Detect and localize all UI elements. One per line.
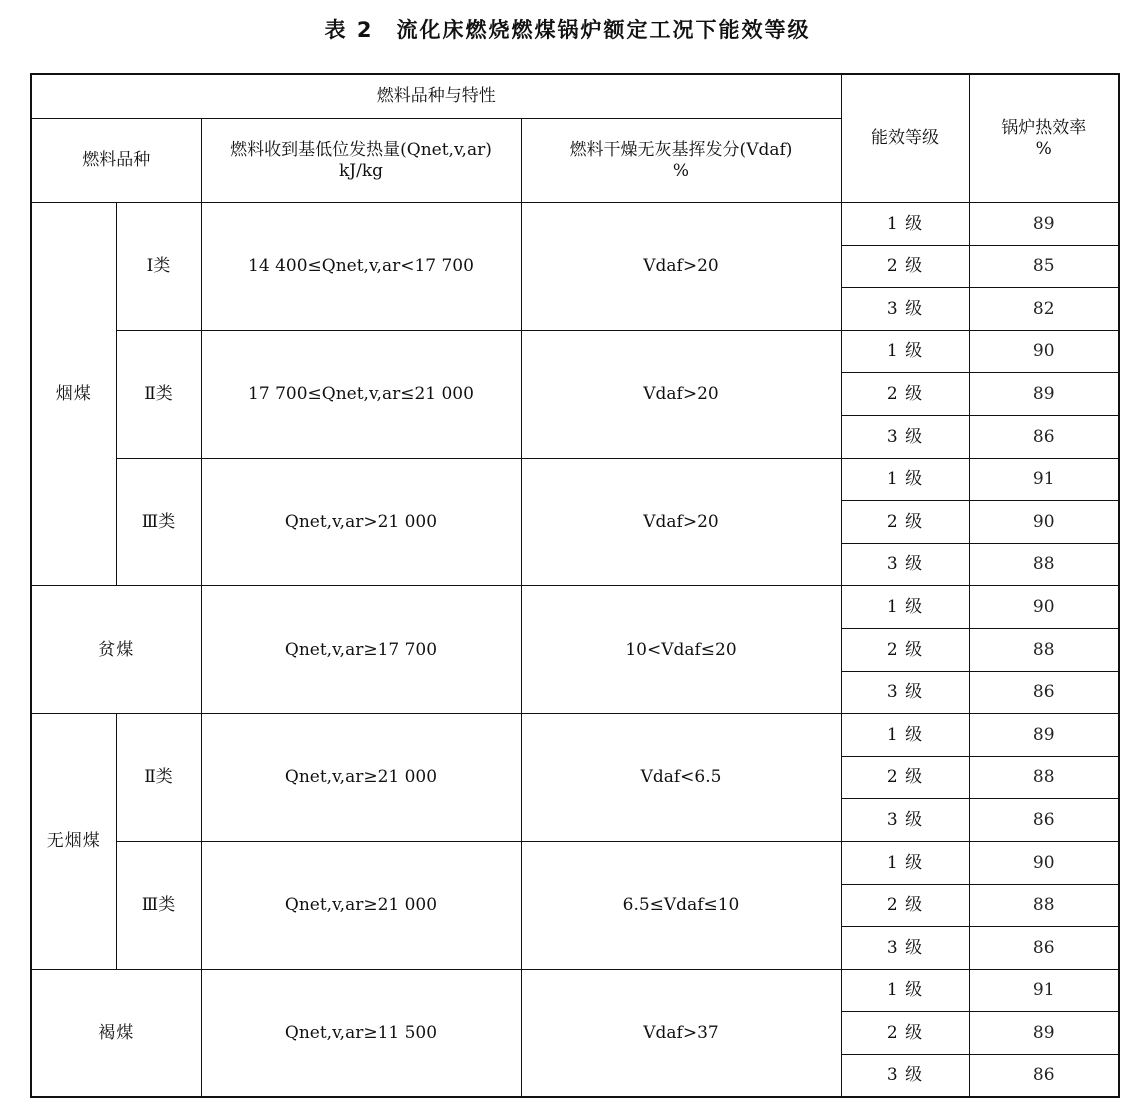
fuel-subclass-cell: Ⅲ类: [116, 458, 201, 586]
fuel-subclass-cell: Ⅱ类: [116, 330, 201, 458]
efficiency-cell: 86: [969, 1054, 1119, 1097]
table-row: [31, 330, 1119, 373]
header-efficiency: [969, 74, 1119, 203]
efficiency-cell: 91: [969, 969, 1119, 1012]
efficiency-cell: 86: [969, 927, 1119, 970]
heat-value-cell: Qnet,v,ar≥21 000: [201, 714, 521, 842]
volatile-cell: Vdaf>20: [521, 330, 841, 458]
volatile-cell: Vdaf<6.5: [521, 714, 841, 842]
volatile-cell: Vdaf>37: [521, 969, 841, 1097]
header-row-1: [31, 74, 1119, 119]
grade-cell: 3 级: [841, 927, 969, 970]
efficiency-cell: 86: [969, 671, 1119, 714]
volatile-cell: 10<Vdaf≤20: [521, 586, 841, 714]
fuel-subclass-cell: Ⅰ类: [116, 203, 201, 331]
efficiency-cell: 89: [969, 203, 1119, 246]
header-grade: 能效等级: [841, 74, 969, 203]
grade-cell: 1 级: [841, 203, 969, 246]
efficiency-cell: 88: [969, 756, 1119, 799]
grade-cell: 3 级: [841, 1054, 969, 1097]
efficiency-cell: 88: [969, 543, 1119, 586]
header-fuel-type: 燃料品种: [31, 119, 201, 203]
heat-value-cell: 14 400≤Qnet,v,ar<17 700: [201, 203, 521, 331]
grade-cell: 1 级: [841, 330, 969, 373]
efficiency-cell: 86: [969, 415, 1119, 458]
grade-cell: 2 级: [841, 1012, 969, 1055]
efficiency-cell: 90: [969, 586, 1119, 629]
fuel-type-cell: 无烟煤: [31, 714, 116, 970]
efficiency-cell: 88: [969, 628, 1119, 671]
header-efficiency-unit: %: [1035, 138, 1052, 159]
heat-value-cell: Qnet,v,ar≥11 500: [201, 969, 521, 1097]
grade-cell: 3 级: [841, 671, 969, 714]
grade-cell: 3 级: [841, 543, 969, 586]
volatile-cell: Vdaf>20: [521, 458, 841, 586]
header-heat-value: [201, 119, 521, 203]
fuel-subclass-cell: Ⅲ类: [116, 841, 201, 969]
header-volatile-label: 燃料干燥无灰基挥发分(Vdaf): [569, 140, 793, 161]
table-row: [31, 841, 1119, 884]
header-heat-value-label: 燃料收到基低位发热量(Qnet,v,ar): [230, 140, 492, 161]
grade-cell: 2 级: [841, 628, 969, 671]
header-volatile-unit: %: [672, 160, 690, 181]
grade-cell: 1 级: [841, 969, 969, 1012]
table-caption: 表 2 流化床燃烧燃煤锅炉额定工况下能效等级: [324, 18, 811, 42]
volatile-cell: Vdaf>20: [521, 203, 841, 331]
header-efficiency-label: 锅炉热效率: [1001, 118, 1087, 139]
heat-value-cell: Qnet,v,ar>21 000: [201, 458, 521, 586]
efficiency-cell: 89: [969, 373, 1119, 416]
header-volatile: [521, 119, 841, 203]
heat-value-cell: 17 700≤Qnet,v,ar≤21 000: [201, 330, 521, 458]
header-fuel-group: 燃料品种与特性: [31, 74, 841, 119]
grade-cell: 3 级: [841, 799, 969, 842]
grade-cell: 2 级: [841, 501, 969, 544]
heat-value-cell: Qnet,v,ar≥21 000: [201, 841, 521, 969]
efficiency-cell: 90: [969, 501, 1119, 544]
fuel-type-cell: 贫煤: [31, 586, 201, 714]
heat-value-cell: Qnet,v,ar≥17 700: [201, 586, 521, 714]
grade-cell: 2 级: [841, 884, 969, 927]
efficiency-cell: 82: [969, 288, 1119, 331]
efficiency-cell: 88: [969, 884, 1119, 927]
fuel-subclass-cell: Ⅱ类: [116, 714, 201, 842]
grade-cell: 3 级: [841, 415, 969, 458]
table-row: [31, 969, 1119, 1012]
efficiency-cell: 86: [969, 799, 1119, 842]
efficiency-table: [30, 73, 1120, 1098]
efficiency-cell: 91: [969, 458, 1119, 501]
table-row: [31, 203, 1119, 246]
grade-cell: 1 级: [841, 841, 969, 884]
efficiency-cell: 85: [969, 245, 1119, 288]
table-row: [31, 458, 1119, 501]
fuel-type-cell: 褐煤: [31, 969, 201, 1097]
grade-cell: 2 级: [841, 373, 969, 416]
volatile-cell: 6.5≤Vdaf≤10: [521, 841, 841, 969]
efficiency-cell: 89: [969, 1012, 1119, 1055]
grade-cell: 1 级: [841, 586, 969, 629]
grade-cell: 1 级: [841, 458, 969, 501]
grade-cell: 3 级: [841, 288, 969, 331]
efficiency-cell: 90: [969, 841, 1119, 884]
efficiency-cell: 89: [969, 714, 1119, 757]
efficiency-cell: 90: [969, 330, 1119, 373]
table-row: [31, 714, 1119, 757]
fuel-type-cell: 烟煤: [31, 203, 116, 586]
grade-cell: 2 级: [841, 756, 969, 799]
table-row: [31, 586, 1119, 629]
grade-cell: 2 级: [841, 245, 969, 288]
header-heat-value-unit: kJ/kg: [338, 160, 384, 181]
grade-cell: 1 级: [841, 714, 969, 757]
